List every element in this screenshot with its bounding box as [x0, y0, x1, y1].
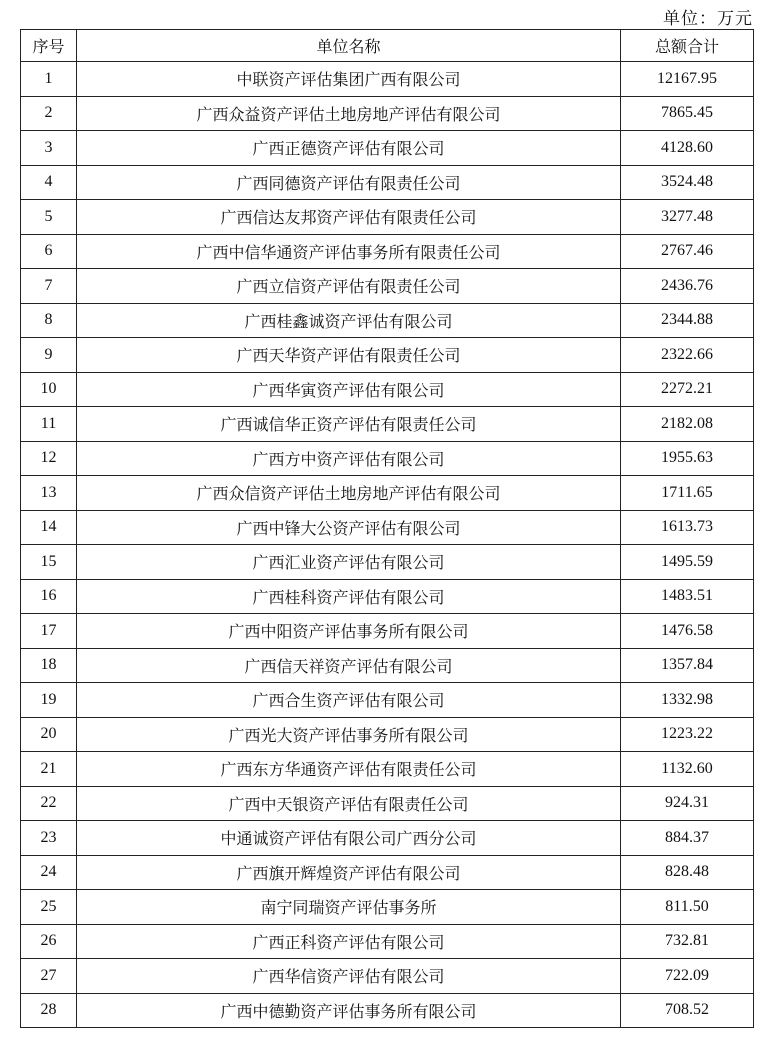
- row-index-cell: 5: [21, 200, 77, 235]
- row-total-cell: 2182.08: [621, 407, 754, 442]
- row-name-cell: 中通诚资产评估有限公司广西分公司: [77, 821, 621, 856]
- row-name-cell: 广西中锋大公资产评估有限公司: [77, 510, 621, 545]
- table-row: [21, 579, 754, 614]
- row-name-cell: 广西汇业资产评估有限公司: [77, 545, 621, 580]
- header-name: 单位名称: [77, 30, 621, 62]
- row-index-cell: 22: [21, 786, 77, 821]
- row-name-cell: 广西同德资产评估有限责任公司: [77, 165, 621, 200]
- row-total-cell: 1711.65: [621, 476, 754, 511]
- row-name-cell: 广西众益资产评估土地房地产评估有限公司: [77, 96, 621, 131]
- row-total-cell: 1495.59: [621, 545, 754, 580]
- table-row: [21, 717, 754, 752]
- table-row: [21, 648, 754, 683]
- row-total-cell: 811.50: [621, 890, 754, 925]
- table-row: [21, 890, 754, 925]
- row-total-cell: 884.37: [621, 821, 754, 856]
- header-row: [21, 30, 754, 62]
- row-total-cell: 7865.45: [621, 96, 754, 131]
- table-row: [21, 165, 754, 200]
- row-total-cell: 3524.48: [621, 165, 754, 200]
- header-index: 序号: [21, 30, 77, 62]
- row-name-cell: 广西合生资产评估有限公司: [77, 683, 621, 718]
- table-row: [21, 510, 754, 545]
- row-index-cell: 11: [21, 407, 77, 442]
- row-name-cell: 中联资产评估集团广西有限公司: [77, 62, 621, 97]
- table-body: [21, 62, 754, 1028]
- row-name-cell: 广西诚信华正资产评估有限责任公司: [77, 407, 621, 442]
- row-total-cell: 1955.63: [621, 441, 754, 476]
- row-name-cell: 广西信达友邦资产评估有限责任公司: [77, 200, 621, 235]
- row-index-cell: 23: [21, 821, 77, 856]
- table-row: [21, 62, 754, 97]
- row-index-cell: 2: [21, 96, 77, 131]
- row-index-cell: 28: [21, 993, 77, 1028]
- row-total-cell: 12167.95: [621, 62, 754, 97]
- table-row: [21, 441, 754, 476]
- table-row: [21, 338, 754, 373]
- row-total-cell: 708.52: [621, 993, 754, 1028]
- row-index-cell: 8: [21, 303, 77, 338]
- row-name-cell: 广西众信资产评估土地房地产评估有限公司: [77, 476, 621, 511]
- row-index-cell: 24: [21, 855, 77, 890]
- row-total-cell: 1357.84: [621, 648, 754, 683]
- row-name-cell: 广西立信资产评估有限责任公司: [77, 269, 621, 304]
- row-index-cell: 3: [21, 131, 77, 166]
- row-index-cell: 18: [21, 648, 77, 683]
- row-name-cell: 广西中天银资产评估有限责任公司: [77, 786, 621, 821]
- row-total-cell: 1476.58: [621, 614, 754, 649]
- table-row: [21, 545, 754, 580]
- row-total-cell: 2322.66: [621, 338, 754, 373]
- row-name-cell: 南宁同瑞资产评估事务所: [77, 890, 621, 925]
- row-total-cell: 2272.21: [621, 372, 754, 407]
- table-row: [21, 131, 754, 166]
- row-name-cell: 广西信天祥资产评估有限公司: [77, 648, 621, 683]
- row-total-cell: 1332.98: [621, 683, 754, 718]
- row-name-cell: 广西正科资产评估有限公司: [77, 924, 621, 959]
- row-index-cell: 4: [21, 165, 77, 200]
- row-index-cell: 13: [21, 476, 77, 511]
- row-total-cell: 3277.48: [621, 200, 754, 235]
- row-name-cell: 广西东方华通资产评估有限责任公司: [77, 752, 621, 787]
- table-header: [21, 30, 754, 62]
- row-name-cell: 广西天华资产评估有限责任公司: [77, 338, 621, 373]
- row-index-cell: 1: [21, 62, 77, 97]
- row-total-cell: 1223.22: [621, 717, 754, 752]
- row-total-cell: 1132.60: [621, 752, 754, 787]
- row-index-cell: 12: [21, 441, 77, 476]
- table-row: [21, 96, 754, 131]
- row-name-cell: 广西华信资产评估有限公司: [77, 959, 621, 994]
- row-index-cell: 10: [21, 372, 77, 407]
- table-row: [21, 200, 754, 235]
- table-row: [21, 786, 754, 821]
- ranking-table: [20, 29, 754, 1028]
- row-total-cell: 2344.88: [621, 303, 754, 338]
- row-name-cell: 广西正德资产评估有限公司: [77, 131, 621, 166]
- table-row: [21, 959, 754, 994]
- row-name-cell: 广西中阳资产评估事务所有限公司: [77, 614, 621, 649]
- row-name-cell: 广西华寅资产评估有限公司: [77, 372, 621, 407]
- row-name-cell: 广西旗开辉煌资产评估有限公司: [77, 855, 621, 890]
- row-index-cell: 6: [21, 234, 77, 269]
- table-row: [21, 683, 754, 718]
- table-row: [21, 407, 754, 442]
- row-index-cell: 15: [21, 545, 77, 580]
- row-total-cell: 1483.51: [621, 579, 754, 614]
- row-total-cell: 722.09: [621, 959, 754, 994]
- row-index-cell: 27: [21, 959, 77, 994]
- row-name-cell: 广西桂科资产评估有限公司: [77, 579, 621, 614]
- row-index-cell: 16: [21, 579, 77, 614]
- row-index-cell: 7: [21, 269, 77, 304]
- row-name-cell: 广西光大资产评估事务所有限公司: [77, 717, 621, 752]
- row-name-cell: 广西桂鑫诚资产评估有限公司: [77, 303, 621, 338]
- table-row: [21, 234, 754, 269]
- row-index-cell: 19: [21, 683, 77, 718]
- table-row: [21, 752, 754, 787]
- row-index-cell: 9: [21, 338, 77, 373]
- row-name-cell: 广西中德勤资产评估事务所有限公司: [77, 993, 621, 1028]
- table-row: [21, 372, 754, 407]
- row-total-cell: 732.81: [621, 924, 754, 959]
- row-name-cell: 广西中信华通资产评估事务所有限责任公司: [77, 234, 621, 269]
- table-row: [21, 821, 754, 856]
- row-name-cell: 广西方中资产评估有限公司: [77, 441, 621, 476]
- row-total-cell: 924.31: [621, 786, 754, 821]
- row-index-cell: 14: [21, 510, 77, 545]
- row-total-cell: 1613.73: [621, 510, 754, 545]
- row-index-cell: 17: [21, 614, 77, 649]
- row-index-cell: 25: [21, 890, 77, 925]
- table-row: [21, 993, 754, 1028]
- unit-note: 单位：万元: [663, 9, 753, 29]
- row-total-cell: 2767.46: [621, 234, 754, 269]
- row-index-cell: 21: [21, 752, 77, 787]
- table-row: [21, 476, 754, 511]
- row-total-cell: 4128.60: [621, 131, 754, 166]
- table-row: [21, 303, 754, 338]
- table-row: [21, 614, 754, 649]
- table-row: [21, 269, 754, 304]
- header-total: 总额合计: [621, 30, 754, 62]
- row-index-cell: 26: [21, 924, 77, 959]
- row-total-cell: 828.48: [621, 855, 754, 890]
- row-total-cell: 2436.76: [621, 269, 754, 304]
- table-row: [21, 855, 754, 890]
- row-index-cell: 20: [21, 717, 77, 752]
- table-row: [21, 924, 754, 959]
